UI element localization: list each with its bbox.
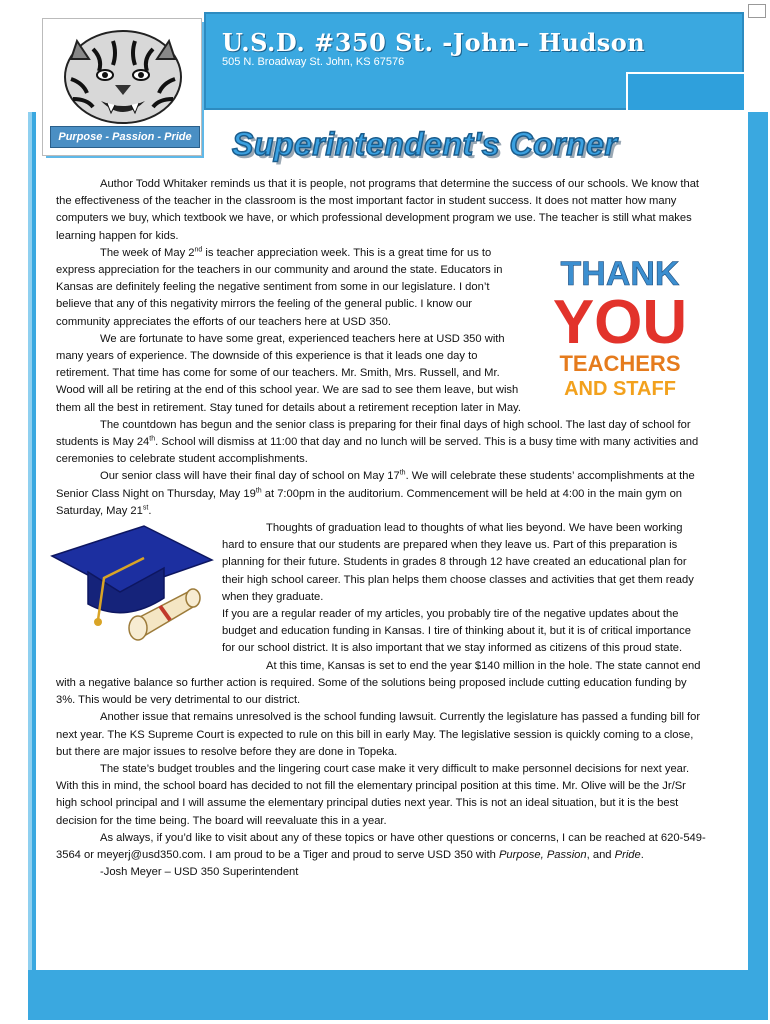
superscript: th xyxy=(399,469,406,477)
graphic-teachers: TEACHERS xyxy=(559,350,681,376)
right-border-bar xyxy=(748,112,768,1012)
paragraph xyxy=(56,830,706,864)
page-corner-tab xyxy=(748,4,766,18)
header-accent-box xyxy=(626,72,744,110)
thank-you-graphic xyxy=(534,245,706,415)
graphic-staff: AND STAFF xyxy=(564,377,676,400)
district-address: 505 N. Broadway St. John, KS 67576 xyxy=(222,56,405,68)
paragraph-text: At this time, Kansas is set to end the year $140 million in the hole. The state cannot end with a negative balance so further action is required. Some of the solutions being proposed include cutting education funding by 3%. This would be very detrimental to our district. xyxy=(56,659,701,707)
paragraph-text: Our senior class will have their final day of school on May 17 xyxy=(100,470,400,483)
paragraph-text: Another issue that remains unresolved is the school funding lawsuit. Currently the legislature has passed a funding bill for next year. The KS Supreme Court is expected to rule on this bill in early May. The legislative session is quickly coming to a close, but there are major issues to resolve before they are done in Topeka. xyxy=(56,711,701,758)
paragraph-text: If you are a regular reader of my articles, you probably tire of the negative updates about the budget and education funding in Kansas. I tire of thinking about it, but it is of critical importance for our school district. It is also important that we stay informed as citizens of this proud state. xyxy=(222,608,691,655)
paragraph xyxy=(56,709,706,761)
paragraph-text: . We will celebrate these students’ accomplishments at the Senior Class Night on Thursday, May 19 xyxy=(56,470,695,500)
graphic-thank: THANK xyxy=(560,254,680,293)
superscript: th xyxy=(149,435,156,443)
graduation-cap-graphic xyxy=(48,520,214,660)
article-body xyxy=(56,176,706,881)
emphasis: Purpose, Passion xyxy=(498,848,587,861)
superscript: th xyxy=(255,486,262,494)
footer-bar xyxy=(28,970,768,1020)
paragraph-text: The state’s budget troubles and the lingering court case make it very difficult to make personnel decisions for next year. With this in mind, the school board has decided to not fill the elementary principal position at this time. Mr. Olive will be the Jr/Sr high school principal and I will assume the elementary principal duties next year. This is not an ideal situation, but it is the best decision for the time being. The board will reevaluate this in a year. xyxy=(56,762,690,827)
superscript: nd xyxy=(194,246,203,254)
paragraph-text: . School will dismiss at 11:00 that day and no lunch will be served. This is a busy time with many activities and ceremonies to celebrate student accomplishments. xyxy=(56,436,699,466)
paragraph-text: Author Todd Whitaker reminds us that it is people, not programs that determine the success of our schools. We know that the effectiveness of the teacher in the classroom is the most important factor in student success. It does not matter how many computers we buy, which textbook we have, or which professional development program we use. The teacher is still what makes learning happen for kids. xyxy=(56,178,700,242)
paragraph-text: at 7:00pm in the auditorium. Commencement will be held at 4:00 in the main gym on Saturday, May 21 xyxy=(56,487,683,517)
paragraph-text: . xyxy=(640,848,644,861)
paragraph xyxy=(56,176,706,245)
paragraph xyxy=(56,658,706,710)
thank-you-teachers-image xyxy=(540,251,700,401)
emphasis: Pride xyxy=(614,848,641,861)
paragraph-text: . xyxy=(148,504,152,517)
paragraph-text: The week of May 2 xyxy=(100,246,195,259)
paragraph-text: As always, if you’d like to visit about any of these topics or have other questions or concerns, I can be reached at 620-549-3564 or meyerj@usd350.com. I am proud to be a Tiger and proud to serve USD 350 with xyxy=(56,831,706,861)
graduation-cap-icon xyxy=(48,520,214,660)
school-motto: Purpose - Passion - Pride xyxy=(50,126,200,148)
superscript: st xyxy=(142,504,149,512)
district-title: U.S.D. #350 St. -John– Hudson xyxy=(222,28,646,57)
paragraph-text: is teacher appreciation week. This is a great time for us to express appreciation for the teachers in our community and around the state. Educators in Kansas are definitely feeling the negative sentiment from some in our legislature. I don’t believe that any of this negativity mirrors the feeling of the general public. I know our community appreciates the efforts of our teachers here at USD 350. xyxy=(56,246,503,328)
signature xyxy=(56,864,706,881)
paragraph-text: The countdown has begun and the senior class is preparing for their final days of high school. The last day of school for students is May 24 xyxy=(56,418,691,449)
paragraph xyxy=(56,417,706,469)
section-title: Superintendent's Corner xyxy=(232,126,618,162)
tiger-head-icon xyxy=(43,19,201,127)
graphic-you: YOU xyxy=(552,287,688,357)
paragraph xyxy=(56,468,706,520)
paragraph-text: We are fortunate to have some great, experienced teachers here at USD 350 with many years of experience. The downside of this experience is that it leads one day to retirement. That time has come for some of our teachers. Mr. Smith, Mrs. Russell, and Mr. Wood will all be retiring at the end of this school year. We are sad to see them leave, but wish them all the best in retirement. Stay tuned for details about a retirement reception later in May. xyxy=(56,332,521,414)
paragraph-text: Thoughts of graduation lead to thoughts of what lies beyond. We have been working hard to ensure that our students are prepared when they leave us. Part of this preparation is planning for their future. Students in grades 8 through 12 have created an educational plan for their high school career. This plan helps them choose classes and activities that get them ready when they graduate. xyxy=(222,522,694,603)
signature-text: -Josh Meyer – USD 350 Superintendent xyxy=(100,866,299,879)
left-border-highlight xyxy=(28,112,32,982)
paragraph xyxy=(56,761,706,830)
paragraph-text: , and xyxy=(586,848,615,861)
